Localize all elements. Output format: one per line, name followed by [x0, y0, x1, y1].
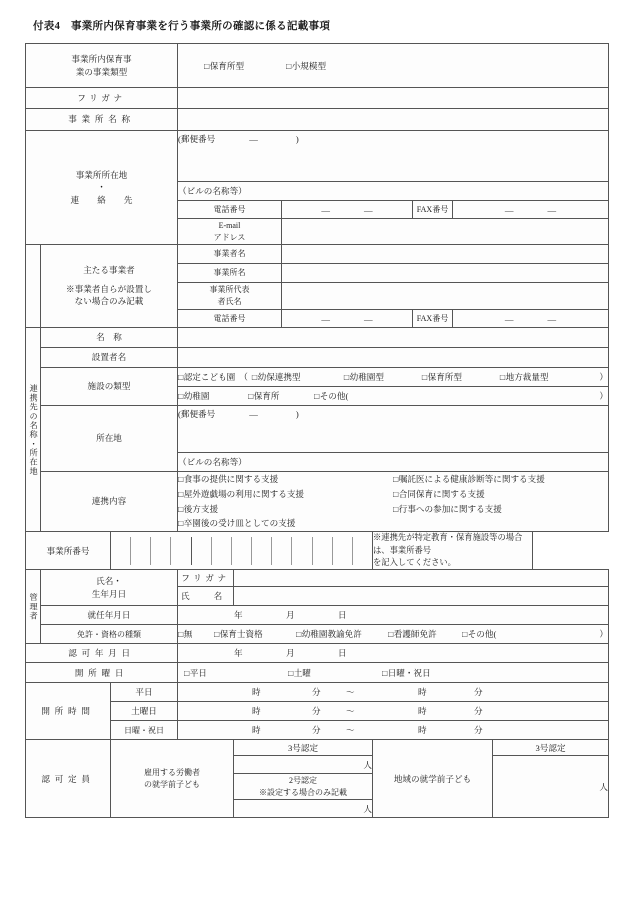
office-tel-input[interactable]: — — [282, 201, 413, 219]
capacity-local-children-label: 地域の就学前子ども [373, 740, 493, 818]
checkbox-joint-childcare-support[interactable]: □ 合同保育に関する支援 [393, 487, 608, 502]
table-row-manager-appointment [26, 606, 609, 625]
checkbox-event-participation-support[interactable]: □ 行事への参加に関する支援 [393, 502, 608, 517]
table-row-open-hours-saturday [26, 702, 609, 721]
checkbox-hoikusho[interactable]: □ 保育所 [248, 390, 314, 402]
operator-fax-label: FAX番号 [413, 310, 453, 328]
partner-name-label: 名 称 [41, 328, 178, 348]
checkbox-license-kindergarten[interactable]: □ 幼稚園教諭免許 [296, 628, 388, 640]
partner-rail-label: 連携先の名称・所在地 [29, 383, 39, 476]
checkbox-saturday[interactable]: □ 土曜 [288, 667, 382, 679]
manager-name-field-label: 氏 名 [178, 587, 234, 606]
checkbox-post-graduation-support[interactable]: □ 卒園後の受け皿としての支援 [178, 516, 393, 531]
capacity-worker-cert3-input[interactable]: 人 [234, 756, 373, 774]
open-days-options [178, 663, 609, 683]
open-hours-saturday-input[interactable]: 時 分 ～ 時 分 [178, 702, 609, 721]
manager-furigana-label: フリガナ [178, 570, 234, 587]
office-postal-field[interactable]: (郵便番号 — ) [178, 131, 609, 179]
partner-address-label: 所在地 [41, 406, 178, 472]
operator-name-label: 事業者名 [178, 245, 282, 264]
checkbox-outdoor-playground-support[interactable]: □ 屋外遊戯場の利用に関する支援 [178, 487, 393, 502]
operator-office-label: 事業所名 [178, 264, 282, 283]
facility-type-options-row2: □ 幼稚園 □ 保育所 □ その他( ） [178, 387, 609, 406]
table-row-partner-facility-type-1 [26, 368, 609, 387]
partner-office-number-note: ※連携先が特定教育・保育施設等の場合は、事業所番号 を記入してください。 [373, 532, 533, 570]
manager-rail-label: 管理者 [29, 593, 39, 621]
checkbox-shokibo-type[interactable]: □ 小規模型 [286, 60, 326, 72]
office-address-label: 事業所所在地 ・ 連 絡 先 [26, 131, 178, 245]
table-row-furigana [26, 88, 609, 109]
office-email-label: E-mail アドレス [178, 219, 282, 245]
checkbox-license-none[interactable]: □ 無 [178, 628, 214, 640]
checkbox-other-facility[interactable]: □ その他( [314, 390, 599, 402]
checkbox-yoho-renkei[interactable]: □ 幼保連携型 [252, 371, 344, 383]
operator-office-input[interactable] [282, 264, 609, 283]
table-row-partner-name [26, 328, 609, 348]
operator-name-input[interactable] [282, 245, 609, 264]
partner-founder-input[interactable] [178, 348, 609, 368]
checkbox-sunday-holiday[interactable]: □ 日曜・祝日 [382, 667, 431, 679]
approval-date-label: 認可年月日 [26, 644, 178, 663]
office-tel-label: 電話番号 [178, 201, 282, 219]
checkbox-weekday[interactable]: □ 平日 [184, 667, 288, 679]
manager-appointment-input[interactable]: 年 月 日 [178, 606, 609, 625]
table-row-partner-postal [26, 406, 609, 450]
operator-tel-label: 電話番号 [178, 310, 282, 328]
business-type-options [178, 44, 609, 88]
table-row-main-operator-name [26, 245, 609, 264]
checkbox-yochien[interactable]: □ 幼稚園 [178, 390, 248, 402]
open-hours-sunday-input[interactable]: 時 分 ～ 時 分 [178, 721, 609, 740]
manager-name-label: 氏名・ 生年月日 [41, 570, 178, 606]
partner-building-field[interactable]: （ビルの名称等） [178, 453, 609, 472]
table-row-approval-date [26, 644, 609, 663]
checkbox-chiho-sairyo[interactable]: □ 地方裁量型 [500, 371, 600, 383]
table-row-partner-office-number [26, 532, 609, 570]
table-row-open-days [26, 663, 609, 683]
checkbox-yochien-type[interactable]: □ 幼稚園型 [344, 371, 422, 383]
manager-appointment-label: 就任年月日 [41, 606, 178, 625]
furigana-input[interactable] [178, 88, 609, 109]
open-days-label: 開所曜日 [26, 663, 178, 683]
partner-office-number-input[interactable] [111, 532, 373, 570]
table-row-office-name [26, 109, 609, 131]
office-fax-input[interactable]: — — [453, 201, 609, 219]
capacity-local-cert3-label: 3号認定 [493, 740, 609, 756]
table-row-office-postal [26, 131, 609, 179]
open-hours-saturday-label: 土曜日 [111, 702, 178, 721]
page-title: 付表4 事業所内保育事業を行う事業所の確認に係る記載事項 [33, 21, 331, 32]
checkbox-license-nursery[interactable]: □ 保育士資格 [214, 628, 296, 640]
cooperation-options [178, 472, 609, 532]
open-hours-sunday-label: 日曜・祝日 [111, 721, 178, 740]
open-hours-label: 開所時間 [26, 683, 111, 740]
manager-furigana-input[interactable] [234, 570, 609, 587]
partner-postal-field[interactable]: (郵便番号 — ) [178, 406, 609, 450]
table-row-open-hours-sunday [26, 721, 609, 740]
office-email-input[interactable] [282, 219, 609, 245]
open-hours-weekday-input[interactable]: 時 分 ～ 時 分 [178, 683, 609, 702]
office-name-label: 事業所名称 [26, 109, 178, 131]
checkbox-license-other[interactable]: □ その他( [462, 628, 599, 640]
facility-type-options-row1: □ 認定こども園 （ □ 幼保連携型 □ 幼稚園型 □ 保育所型 □ 地方裁量型 ） [178, 368, 609, 387]
operator-tel-input[interactable]: — — [282, 310, 413, 328]
checkbox-doctor-checkup-support[interactable]: □ 嘱託医による健康診断等に関する支援 [393, 472, 608, 487]
partner-rail [26, 328, 41, 532]
operator-rep-input[interactable] [282, 283, 609, 310]
table-row-manager-furigana [26, 570, 609, 587]
table-row-capacity-cert3-header [26, 740, 609, 756]
open-hours-weekday-label: 平日 [111, 683, 178, 702]
checkbox-license-nurse[interactable]: □ 看護師免許 [388, 628, 462, 640]
manager-rail [26, 570, 41, 644]
checkbox-nintei-kodomoen[interactable]: □ 認定こども園 [178, 371, 235, 383]
operator-fax-input[interactable]: — — [453, 310, 609, 328]
table-row-business-type [26, 44, 609, 88]
checkbox-hoikusho-type[interactable]: □ 保育所型 [204, 60, 286, 72]
main-operator-label: 主たる事業者 ※事業者自らが設置し ない場合のみ記載 [41, 245, 178, 328]
office-fax-label: FAX番号 [413, 201, 453, 219]
cooperation-label: 連携内容 [41, 472, 178, 532]
operator-rep-label: 事業所代表 者氏名 [178, 283, 282, 310]
capacity-worker-cert2-input[interactable]: 人 [234, 800, 373, 818]
partner-office-number-label: 事業所番号 [26, 532, 111, 570]
main-operator-rail [26, 245, 41, 328]
checkbox-backup-support[interactable]: □ 後方支援 [178, 502, 393, 517]
approval-date-input[interactable]: 年 月 日 [178, 644, 609, 663]
office-building-field[interactable]: （ビルの名称等） [178, 182, 609, 201]
checkbox-hoikusho-type-partner[interactable]: □ 保育所型 [422, 371, 500, 383]
capacity-label: 認可定員 [26, 740, 111, 818]
capacity-worker-children-label: 雇用する労働者 の就学前子ども [111, 740, 234, 818]
manager-name-input[interactable] [234, 587, 609, 606]
capacity-worker-cert3-label: 3号認定 [234, 740, 373, 756]
capacity-local-cert3-input[interactable]: 人 [493, 756, 609, 818]
manager-license-label: 免許・資格の種類 [41, 625, 178, 644]
capacity-worker-cert2-label: 2号認定 ※設定する場合のみ記載 [234, 774, 373, 800]
furigana-label: フリガナ [26, 88, 178, 109]
table-row-manager-license [26, 625, 609, 644]
table-row-partner-founder [26, 348, 609, 368]
confirmation-form-table [25, 43, 609, 818]
partner-founder-label: 設置者名 [41, 348, 178, 368]
business-type-label: 事業所内保育事 業の事業類型 [26, 44, 178, 88]
table-row-open-hours-weekday [26, 683, 609, 702]
partner-name-input[interactable] [178, 328, 609, 348]
checkbox-meal-support[interactable]: □ 食事の提供に関する支援 [178, 472, 393, 487]
partner-facility-type-label: 施設の類型 [41, 368, 178, 406]
office-name-input[interactable] [178, 109, 609, 131]
manager-license-options: □ 無 □ 保育士資格 □ 幼稚園教諭免許 □ 看護師免許 □ その他( ） [178, 625, 609, 644]
table-row-cooperation [26, 472, 609, 532]
